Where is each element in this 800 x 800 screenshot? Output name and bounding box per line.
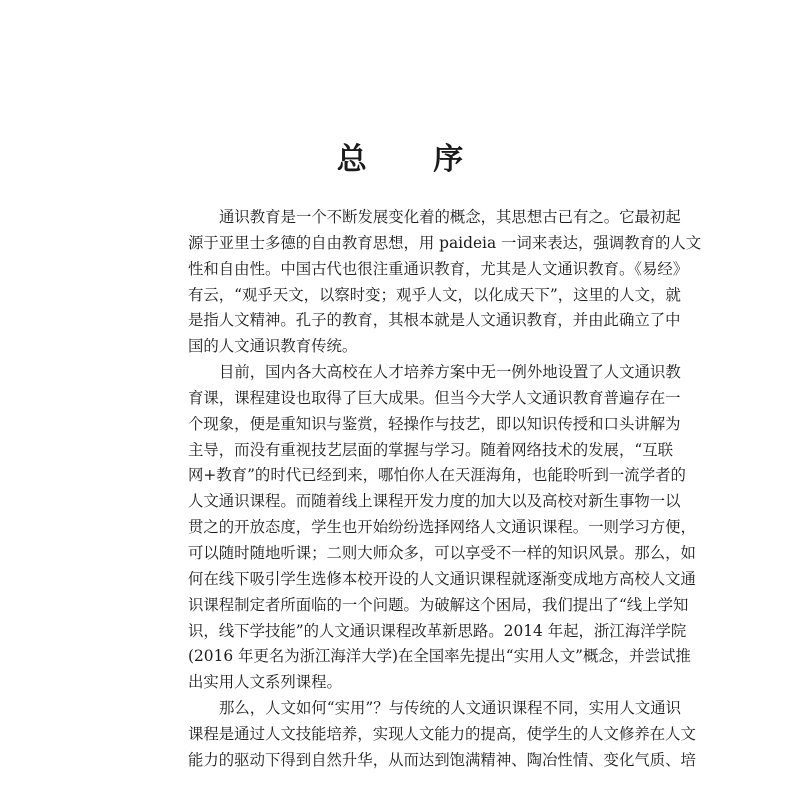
text-line: 识，线下学技能”的人文通识课程改革新思路。2014 年起，浙江海洋学院 [188,621,687,640]
body-text [188,205,702,774]
text-line: 主导，而没有重视技艺层面的掌握与学习。随着网络技术的发展，“互联 [188,440,673,459]
text-line: 识课程制定者所面临的一个问题。为破解这个困局，我们提出了“线上学知 [188,595,689,614]
paragraph [188,205,702,360]
text-line: 可以随时随地听课；二则大师众多，可以享受不一样的知识风景。那么，如 [188,543,696,562]
paragraph [188,360,696,696]
text-line: 何在线下吸引学生选修本校开设的人文通识课程就逐渐变成地方高校人文通 [188,569,696,588]
text-line: 个现象，便是重知识与鉴赏，轻操作与技艺，即以知识传授和口头讲解为 [188,414,681,433]
text-line: 人文通识课程。而随着线上课程开发力度的加大以及高校对新生事物一以 [188,492,681,511]
text-line: 有云，“观乎天文，以察时变；观乎人文，以化成天下”，这里的人文，就 [188,285,681,304]
text-line: 出实用人文系列课程。 [188,673,342,692]
paragraph [188,696,696,774]
page-title: 总 序 [336,142,492,177]
text-line: 通识教育是一个不断发展变化着的概念，其思想古已有之。它最初起 [219,208,681,226]
text-line: 能力的驱动下得到自然升华，从而达到饱满精神、陶冶性情、变化气质、培 [188,750,696,769]
text-line: 目前，国内各大高校在人才培养方案中无一例外地设置了人文通识教 [219,363,681,382]
text-line: 育课，课程建设也取得了巨大成果。但当今大学人文通识教育普遍存在一 [188,388,681,407]
text-line: 贯之的开放态度，学生也开始纷纷选择网络人文通识课程。一则学习方便， [188,518,696,537]
text-line: (2016 年更名为浙江海洋大学)在全国率先提出“实用人文”概念，并尝试推 [188,647,691,666]
text-line: 国的人文通识教育传统。 [188,337,358,356]
text-line: 课程是通过人文技能培养，实现人文能力的提高，使学生的人文修养在人文 [188,724,696,743]
text-line: 是指人文精神。孔子的教育，其根本就是人文通识教育，并由此确立了中 [188,311,681,330]
text-line: 那么，人文如何“实用”？与传统的人文通识课程不同，实用人文通识 [219,699,682,718]
text-line: 源于亚里士多德的自由教育思想，用 paideia 一词来表达，强调教育的人文 [188,233,702,252]
text-line: 性和自由性。中国古代也很注重通识教育，尤其是人文通识教育。《易经》 [188,259,689,278]
text-line: 网+教育”的时代已经到来，哪怕你人在天涯海角，也能聆听到一流学者的 [188,466,686,485]
